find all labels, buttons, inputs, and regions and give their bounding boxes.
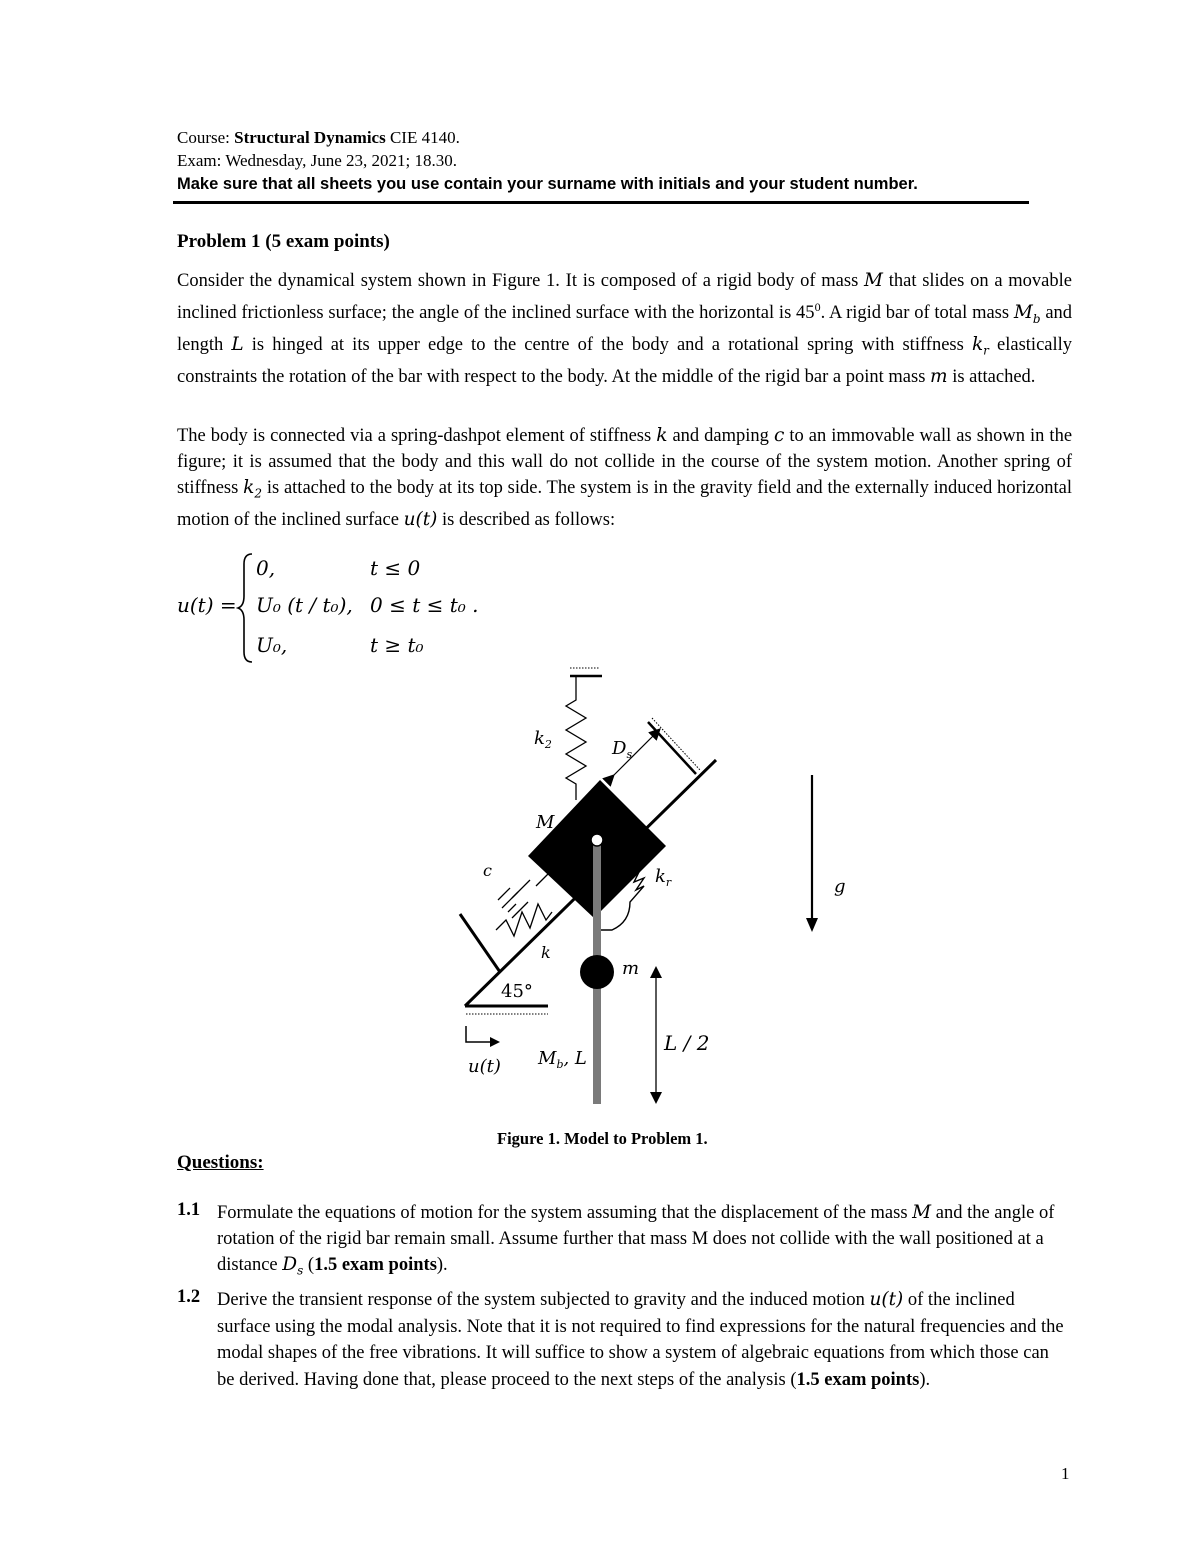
equation-row-1-value: 0, xyxy=(256,556,276,580)
label-kr: $k_r$ xyxy=(655,866,672,889)
question-1-1-number: 1.1 xyxy=(177,1200,201,1220)
top-wall xyxy=(570,668,602,676)
problem-paragraph-2: The body is connected via a spring-dashpot element of stiffness k and damping c to an immovable wall as shown in the figure; it is assumed that the body and this wall do not collide in the course of the system motion. Another spring of stiffness $k_2$ is attached to the body at its top side. The system is in the gravity field and the externally induced horizontal motion of the inclined surface u(t) is described as follows: xyxy=(177,425,1073,531)
right-wall xyxy=(648,718,700,774)
label-MbL: $M_b$, L xyxy=(538,1048,587,1071)
equation-row-3-value: U₀, xyxy=(256,633,288,657)
course-line: Course: Structural Dynamics CIE 4140. xyxy=(177,128,460,147)
label-k: k xyxy=(541,943,551,962)
exam-line: Exam: Wednesday, June 23, 2021; 18.30. xyxy=(177,151,458,170)
notice-line: Make sure that all sheets you use contain your surname with initials and your student number. xyxy=(177,175,918,193)
question-1-2-number: 1.2 xyxy=(177,1287,201,1307)
equation-row-2-condition: 0 ≤ t ≤ t₀ . xyxy=(370,593,479,617)
equation-row-3-condition: t ≥ t₀ xyxy=(370,633,424,657)
page-number: 1 xyxy=(1061,1464,1070,1483)
question-1-2-text: Derive the transient response of the system subjected to gravity and the induced motion u(t) of the inclined surface using the modal analysis. Note that it is not required to find expressions for the natural frequencies and the modal shapes of the free vibrations. It will suffice to show a system of algebraic equations from which those can be derived. Having done that, please proceed to the next steps of the analysis (1.5 exam points). xyxy=(217,1289,1064,1390)
equation-row-1-condition: t ≤ 0 xyxy=(370,556,421,580)
figure-caption: Figure 1. Model to Problem 1. xyxy=(497,1129,708,1148)
problem-title: Problem 1 (5 exam points) xyxy=(177,231,390,252)
question-1-1-text: Formulate the equations of motion for the system assuming that the displacement of the mass M and the angle of rotation of the rigid bar remain small. Assume further that mass M does not collide with the wall positioned at a distance $D_s$ (1.5 exam points). xyxy=(217,1202,1055,1278)
equation-row-2-value: U₀ (t / t₀), xyxy=(256,593,353,617)
problem-paragraph-1: Consider the dynamical system shown in Figure 1. It is composed of a rigid body of mass M that slides on a movable inclined frictionless surface; the angle of the inclined surface with the horizontal is $45^0$. A rigid bar of total mass $M_b$ and length L is hinged at its upper edge to the centre of the body and a rotational spring with stiffness $k_r$ elastically constraints the rotation of the bar with respect to the body. At the middle of the rigid bar a point mass m is attached. xyxy=(177,270,1073,388)
label-c: c xyxy=(483,861,492,880)
course-name: Structural Dynamics xyxy=(234,128,386,147)
label-L2: L / 2 xyxy=(664,1031,710,1055)
questions-heading: Questions: xyxy=(177,1152,264,1173)
point-mass-m xyxy=(580,955,614,989)
equation-lhs: u(t) = xyxy=(177,593,237,617)
label-M: M xyxy=(536,812,555,833)
k2-spring xyxy=(566,676,586,800)
label-k2: $k_2$ xyxy=(534,728,552,751)
label-ds: $D_s$ xyxy=(612,738,633,761)
label-angle: 45° xyxy=(501,981,533,1002)
label-u: u(t) xyxy=(468,1056,501,1077)
label-g: g xyxy=(834,876,846,897)
u-arrow xyxy=(466,1026,494,1042)
label-m: m xyxy=(622,958,640,979)
spring-dashpot xyxy=(496,870,552,936)
hinge xyxy=(591,834,603,846)
